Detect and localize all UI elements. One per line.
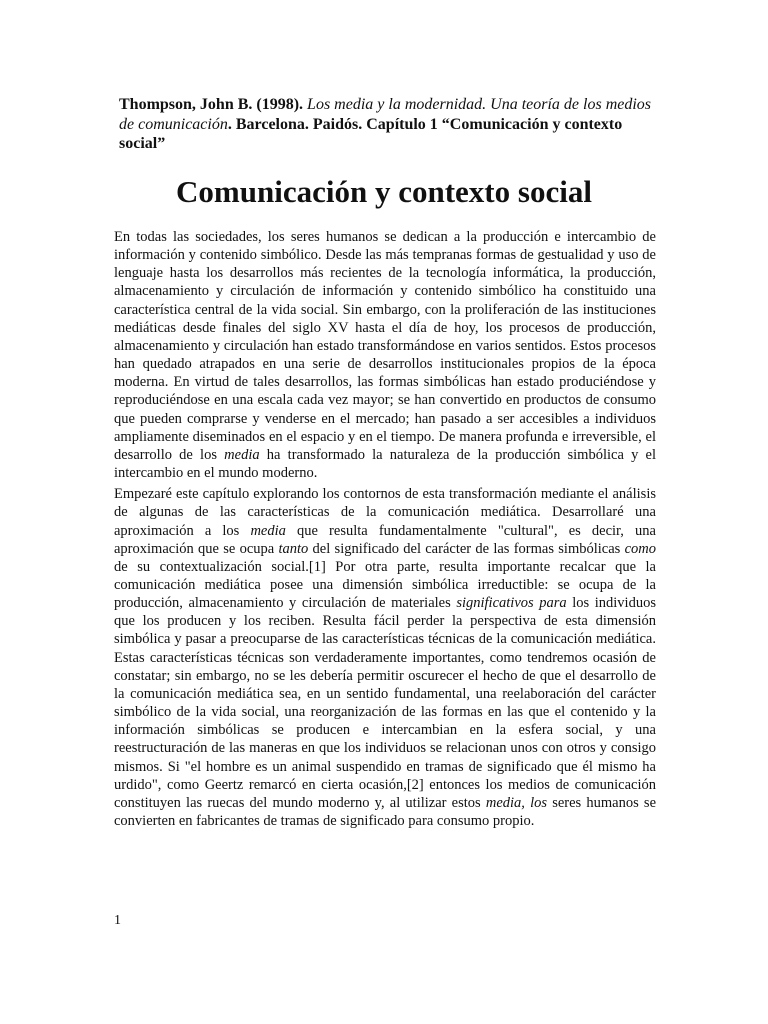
paragraph-text: de su contextualización social.[1] Por otra parte, resulta importante recalcar que la comunicación mediática posee una dimensión simbólica irreductible: se ocupa de la producción, almacenamiento y circulación de materiales xyxy=(114,558,656,612)
body-text xyxy=(114,228,656,832)
paragraph xyxy=(114,485,656,830)
paragraph-text: los individuos que los producen y los reciben. Resulta fácil perder la perspectiva de esta dimensión simbólica y pasar a preocuparse de las características técnicas de la comunicación mediática. Estas características técnicas son verdaderamente importantes, como tendremos ocasión de constatar; sin embargo, no se les debería permitir oscurecer el hecho de que el desarrollo de la comunicación mediática sea, en un sentido fundamental, una reelaboración del carácter simbólico de la vida social, una reorganización de las formas en las que el contenido y la información simbólicas se producen e intercambian en la esfera social, y una reestructuración de las maneras en que los individuos se relacionan unos con otros y consigo mismos. Si "el hombre es un animal suspendido en tramas de significado que él mismo ha urdido", como Geertz remarcó en cierta ocasión,[2] entonces los medios de comunicación constituyen las ruecas del mundo moderno y, al utilizar estos xyxy=(114,595,656,811)
chapter-title: Comunicación y contexto social xyxy=(176,174,592,209)
paragraph-text: que resulta fundamentalmente "cultural", es decir, una aproximación que se ocupa xyxy=(114,522,656,557)
paragraph-text: En todas las sociedades, los seres humanos se dedican a la producción e intercambio de información y contenido simbólico. Desde las más tempranas formas de gestualidad y uso de lenguaje hasta los desarrollos más recientes de la tecnología informática, la producción, almacenamiento y circulación de información y contenido simbólico ha constituido una característica central de la vida social. Sin embargo, con la proliferación de las instituciones mediáticas desde finales del siglo XV hasta el día de hoy, los procesos de producción, almacenamiento y circulación han estado transformándose en varios sentidos. Estos procesos han quedado atrapados en una serie de desarrollos institucionales propios de la época moderna. En virtud de tales desarrollos, las formas simbólicas han estado produciéndose y reproduciéndose en una escala cada vez mayor; se han convertido en productos de consumo que pueden comprarse y venderse en el mercado; han pasado a ser accesibles a individuos ampliamente diseminados en el espacio y en el tiempo. De manera profunda e irreversible, el desarrollo de los xyxy=(114,229,656,463)
page-number: 1 xyxy=(114,913,121,928)
bibliographic-citation xyxy=(119,95,664,154)
citation-publication: . Barcelona. Paidós. Capítulo 1 “Comunicación y contexto social” xyxy=(119,115,623,152)
paragraph-text: Empezaré este capítulo explorando los contornos de esta transformación mediante el análisis de algunas de las características de la comunicación mediática. Desarrollaré una aproximación a los xyxy=(114,486,656,539)
italic-text: significativos para xyxy=(456,595,567,612)
paragraph-text: del significado del carácter de las formas simbólicas xyxy=(308,540,625,557)
paragraph xyxy=(114,228,656,482)
citation-author: Thompson, John B. (1998). xyxy=(119,96,304,113)
italic-text: como xyxy=(624,540,656,557)
paragraph-text: ha transformado la naturaleza de la producción simbólica y el intercambio en el mundo moderno. xyxy=(114,446,656,482)
italic-text: media xyxy=(250,522,286,539)
citation-book-title: Los media y la modernidad. Una teoría de los medios de comunicación xyxy=(119,96,652,133)
italic-text: media, los xyxy=(485,794,548,811)
paragraph-text: seres humanos se convierten en fabricantes de tramas de significado para consumo propio. xyxy=(114,794,657,829)
italic-text: media xyxy=(224,446,260,463)
italic-text: tanto xyxy=(278,540,309,557)
